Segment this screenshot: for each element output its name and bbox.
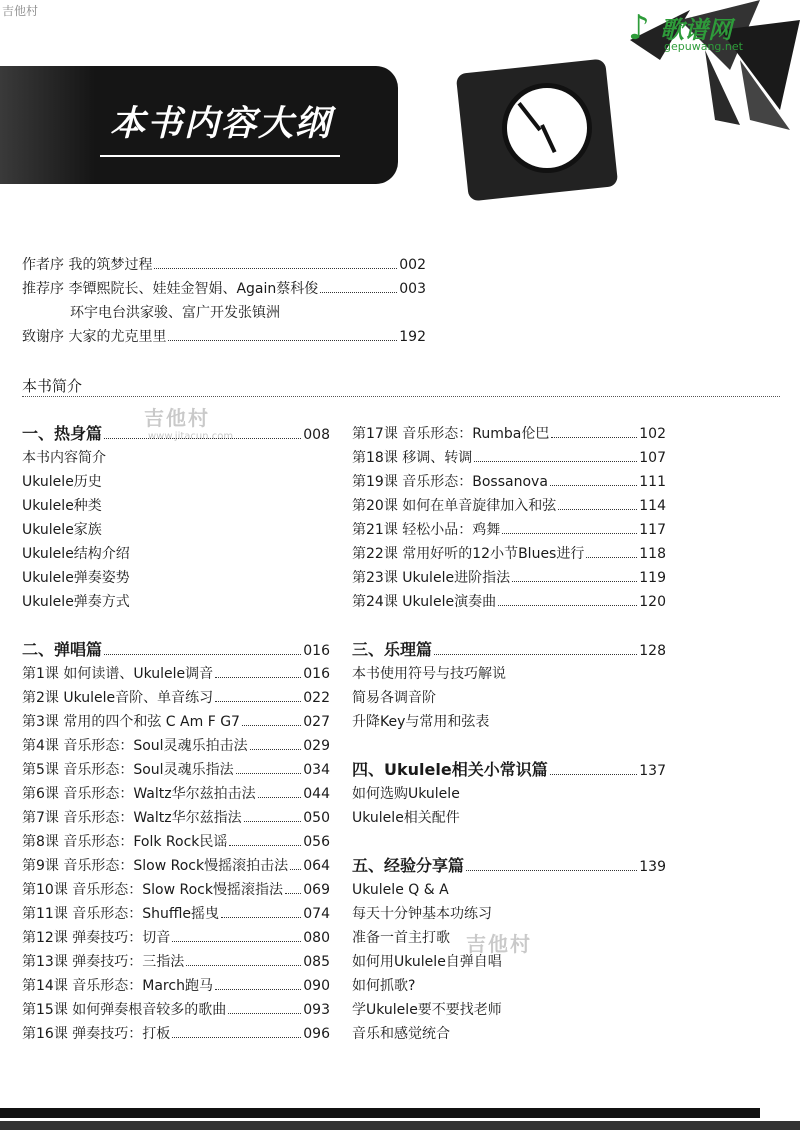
- toc-page-number: 074: [303, 906, 330, 922]
- banner-shade: [0, 66, 95, 184]
- toc-entry: [352, 1025, 450, 1043]
- toc-entry: [22, 713, 330, 731]
- toc-entry-label: Ukulele结构介绍: [22, 546, 130, 562]
- toc-entry-label: 准备一首主打歌: [352, 930, 450, 946]
- toc-entry-label: Ukulele家族: [22, 522, 102, 538]
- toc-page-number: 027: [303, 714, 330, 730]
- toc-entry-label: 第13课 弹奏技巧：三指法: [22, 954, 185, 970]
- toc-page-number: 192: [399, 329, 426, 345]
- toc-entry-label: 第14课 音乐形态：March跑马: [22, 978, 213, 994]
- toc-leader-dots: [221, 917, 301, 918]
- toc-entry-label: 第8课 音乐形态：Folk Rock民谣: [22, 834, 228, 850]
- toc-leader-dots: [434, 654, 637, 655]
- toc-entry: [22, 977, 330, 995]
- toc-page-number: 118: [639, 546, 666, 562]
- toc-entry-label: 第22课 常用好听的12小节Blues进行: [352, 546, 585, 562]
- toc-entry-label: 第7课 音乐形态：Waltz华尔兹指法: [22, 810, 242, 826]
- toc-page-number: 107: [639, 450, 666, 466]
- toc-entry-label: 第6课 音乐形态：Waltz华尔兹拍击法: [22, 786, 256, 802]
- toc-entry-label: 每天十分钟基本功练习: [352, 906, 492, 922]
- toc-leader-dots: [550, 485, 637, 486]
- toc-section-entry: [22, 425, 330, 444]
- toc-entry: [22, 953, 330, 971]
- toc-entry-label: Ukulele相关配件: [352, 810, 460, 826]
- toc-page-number: 034: [303, 762, 330, 778]
- toc-leader-dots: [228, 1013, 301, 1014]
- toc-entry-label: 二、弹唱篇: [22, 640, 103, 659]
- toc-leader-dots: [285, 893, 301, 894]
- toc-entry-label: 音乐和感觉统合: [352, 1026, 450, 1042]
- toc-page-number: 080: [303, 930, 330, 946]
- toc-entry: [352, 521, 666, 539]
- toc-entry: [352, 905, 492, 923]
- toc-page-number: 003: [399, 281, 426, 297]
- toc-page-number: 016: [303, 643, 330, 659]
- toc-entry: [352, 713, 489, 731]
- toc-entry-label: 第4课 音乐形态：Soul灵魂乐拍击法: [22, 738, 248, 754]
- toc-entry-label: 第20课 如何在单音旋律加入和弦: [352, 498, 557, 514]
- toc-leader-dots: [502, 533, 637, 534]
- toc-page-number: 029: [303, 738, 330, 754]
- toc-entry: [352, 425, 666, 443]
- toc-entry-label: 第5课 音乐形态：Soul灵魂乐指法: [22, 762, 234, 778]
- toc-entry-label: 学Ukulele要不要找老师: [352, 1002, 502, 1018]
- toc-entry-label: Ukulele弹奏姿势: [22, 570, 130, 586]
- toc-entry-label: 第18课 移调、转调: [352, 450, 473, 466]
- toc-entry: [352, 785, 460, 803]
- toc-leader-dots: [586, 557, 637, 558]
- toc-entry-label: 如何选购Ukulele: [352, 786, 460, 802]
- toc-entry-label: 第23课 Ukulele进阶指法: [352, 570, 511, 586]
- toc-entry: [352, 497, 666, 515]
- toc-leader-dots: [558, 509, 637, 510]
- toc-entry: [352, 593, 666, 611]
- toc-entry: [22, 761, 330, 779]
- toc-entry-label: 第16课 弹奏技巧：打板: [22, 1026, 171, 1042]
- toc-entry-label: 作者序 我的筑梦过程: [22, 257, 153, 273]
- toc-entry-label: 第17课 音乐形态：Rumba伦巴: [352, 426, 550, 442]
- toc-entry-label: 第3课 常用的四个和弦 C Am F G7: [22, 714, 240, 730]
- toc-entry: [22, 1025, 330, 1043]
- toc-entry-label: 如何用Ukulele自弹自唱: [352, 954, 502, 970]
- toc-section-entry: [352, 857, 666, 876]
- toc-entry-label: 第19课 音乐形态：Bossanova: [352, 474, 548, 490]
- toc-entry-label: 如何抓歌?: [352, 978, 416, 994]
- page-title: 本书内容大纲: [110, 104, 333, 144]
- toc-entry: [22, 449, 106, 467]
- toc-leader-dots: [186, 965, 301, 966]
- toc-entry-label: 第10课 音乐形态：Slow Rock慢摇滚指法: [22, 882, 283, 898]
- toc-entry-label: 简易各调音阶: [352, 690, 436, 706]
- toc-leader-dots: [215, 989, 301, 990]
- toc-entry-label: 第21课 轻松小品：鸡舞: [352, 522, 501, 538]
- toc-page-number: 096: [303, 1026, 330, 1042]
- toc-entry: [352, 449, 666, 467]
- watermark-title: 吉他村: [144, 406, 210, 430]
- toc-page-number: 016: [303, 666, 330, 682]
- toc-leader-dots: [236, 773, 302, 774]
- toc-leader-dots: [551, 437, 637, 438]
- toc-leader-dots: [250, 749, 302, 750]
- toc-entry: [352, 689, 436, 707]
- toc-entry: [352, 953, 502, 971]
- toc-page-number: 137: [639, 763, 666, 779]
- toc-section-entry: [352, 761, 666, 780]
- toc-leader-dots: [229, 845, 301, 846]
- toc-leader-dots: [244, 821, 302, 822]
- bottom-border: [0, 1108, 760, 1118]
- music-note-icon: ♪: [628, 8, 650, 48]
- toc-entry: [352, 665, 506, 683]
- toc-page-number: 120: [639, 594, 666, 610]
- toc-page-number: 008: [303, 427, 330, 443]
- section-divider: [22, 396, 780, 397]
- toc-entry: [22, 473, 102, 491]
- toc-entry-label: 升降Key与常用和弦表: [352, 714, 490, 730]
- toc-entry: [22, 665, 330, 683]
- toc-leader-dots: [154, 268, 397, 269]
- toc-entry: [352, 545, 666, 563]
- toc-page-number: 064: [303, 858, 330, 874]
- toc-leader-dots: [168, 340, 397, 341]
- toc-page-number: 022: [303, 690, 330, 706]
- toc-page-number: 085: [303, 954, 330, 970]
- toc-leader-dots: [320, 292, 397, 293]
- toc-leader-dots: [242, 725, 301, 726]
- toc-page-number: 102: [639, 426, 666, 442]
- toc-entry: [22, 1001, 330, 1019]
- toc-entry: [352, 569, 666, 587]
- toc-entry-label: 第1课 如何读谱、Ukulele调音: [22, 666, 214, 682]
- toc-page-number: 111: [639, 474, 666, 490]
- toc-page-number: 056: [303, 834, 330, 850]
- toc-entry: [22, 785, 330, 803]
- corner-watermark: 吉他村: [2, 4, 39, 18]
- toc-entry: [22, 833, 330, 851]
- toc-page-number: 117: [639, 522, 666, 538]
- toc-entry-label: 推荐序 李镡熙院长、娃娃金智娟、Again蔡科俊: [22, 281, 319, 297]
- toc-page-number: 090: [303, 978, 330, 994]
- toc-entry: [22, 881, 330, 899]
- toc-entry-label: Ukulele种类: [22, 498, 102, 514]
- toc-page-number: 093: [303, 1002, 330, 1018]
- toc-page-number: 139: [639, 859, 666, 875]
- logo-url: gepuwang.net: [664, 40, 743, 53]
- toc-entry: [22, 737, 330, 755]
- toc-entry: [22, 545, 130, 563]
- toc-leader-dots: [172, 941, 301, 942]
- toc-entry-label: 第2课 Ukulele音阶、单音练习: [22, 690, 214, 706]
- toc-entry: [352, 1001, 502, 1019]
- toc-section-entry: [352, 641, 666, 660]
- toc-entry-label: 第11课 音乐形态：Shuffle摇曳: [22, 906, 220, 922]
- toc-leader-dots: [550, 774, 638, 775]
- toc-entry: [70, 304, 280, 322]
- toc-leader-dots: [215, 701, 301, 702]
- toc-page-number: 044: [303, 786, 330, 802]
- toc-entry-label: 一、热身篇: [22, 424, 103, 443]
- toc-leader-dots: [258, 797, 302, 798]
- intro-heading: 本书简介: [22, 377, 83, 395]
- toc-entry: [22, 569, 130, 587]
- toc-entry: [22, 280, 426, 298]
- toc-entry: [22, 905, 330, 923]
- toc-entry-label: 四、Ukulele相关小常识篇: [352, 760, 548, 779]
- toc-entry: [22, 328, 426, 346]
- logo-title: 歌谱网: [660, 16, 732, 44]
- toc-entry-label: 第15课 如何弹奏根音较多的歌曲: [22, 1002, 227, 1018]
- toc-entry-label: 第9课 音乐形态：Slow Rock慢摇滚拍击法: [22, 858, 289, 874]
- toc-page-number: 002: [399, 257, 426, 273]
- toc-entry: [22, 521, 102, 539]
- toc-entry-label: 第24课 Ukulele演奏曲: [352, 594, 497, 610]
- toc-entry: [22, 857, 330, 875]
- toc-entry: [352, 929, 450, 947]
- bottom-border: [0, 1121, 800, 1130]
- toc-section-entry: [22, 641, 330, 660]
- toc-entry-label: Ukulele Q & A: [352, 882, 449, 898]
- toc-leader-dots: [512, 581, 637, 582]
- toc-entry: [352, 809, 460, 827]
- toc-entry: [352, 473, 666, 491]
- watermark-url: www.jitacun.com: [148, 431, 234, 442]
- toc-entry-label: 三、乐理篇: [352, 640, 433, 659]
- toc-entry: [22, 593, 130, 611]
- toc-entry-label: 本书内容简介: [22, 450, 106, 466]
- toc-leader-dots: [104, 654, 301, 655]
- toc-entry-label: 五、经验分享篇: [352, 856, 465, 875]
- toc-leader-dots: [466, 870, 637, 871]
- toc-page-number: 114: [639, 498, 666, 514]
- toc-leader-dots: [498, 605, 637, 606]
- toc-page-number: 069: [303, 882, 330, 898]
- toc-entry: [22, 929, 330, 947]
- toc-entry-label: Ukulele弹奏方式: [22, 594, 130, 610]
- toc-page-number: 119: [639, 570, 666, 586]
- toc-entry: [22, 497, 102, 515]
- toc-page-number: 128: [639, 643, 666, 659]
- toc-entry: [22, 256, 426, 274]
- watermark-title: 吉他村: [466, 932, 532, 956]
- toc-entry-label: 第12课 弹奏技巧：切音: [22, 930, 171, 946]
- toc-entry-label: 致谢序 大家的尤克里里: [22, 329, 167, 345]
- toc-entry: [352, 881, 449, 899]
- toc-entry-label: Ukulele历史: [22, 474, 102, 490]
- clock-icon: [502, 83, 592, 173]
- toc-leader-dots: [290, 869, 301, 870]
- toc-entry: [22, 809, 330, 827]
- title-underline: [100, 155, 340, 157]
- toc-leader-dots: [104, 438, 301, 439]
- toc-page-number: 050: [303, 810, 330, 826]
- toc-entry: [22, 689, 330, 707]
- toc-leader-dots: [474, 461, 637, 462]
- toc-leader-dots: [215, 677, 301, 678]
- toc-entry-label: 本书使用符号与技巧解说: [352, 666, 506, 682]
- toc-entry: [352, 977, 415, 995]
- toc-entry-label: 环宇电台洪家骏、富广开发张镇洲: [70, 305, 280, 321]
- toc-leader-dots: [172, 1037, 301, 1038]
